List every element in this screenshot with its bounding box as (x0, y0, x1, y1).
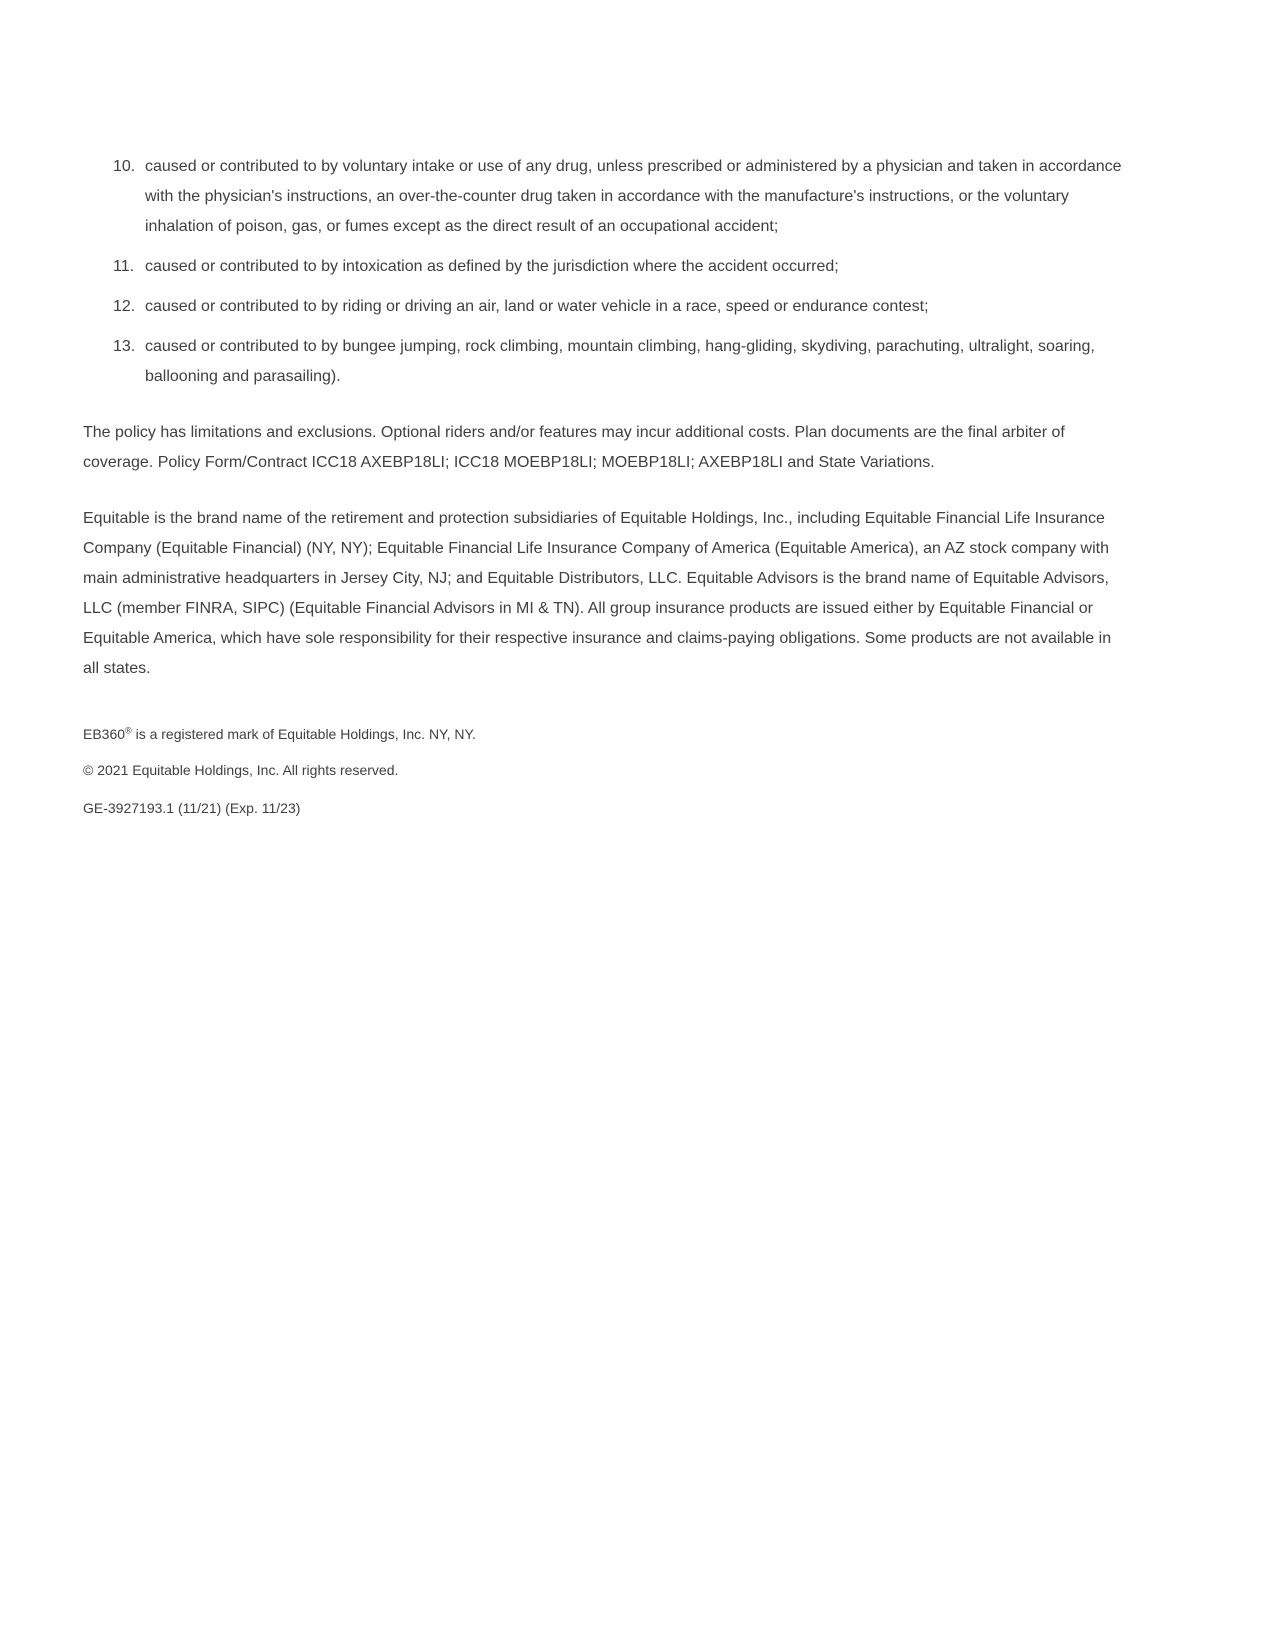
brand-disclosure-paragraph: Equitable is the brand name of the retirement and protection subsidiaries of Equitable Holdings, Inc., including Equitable Financial Life Insurance Company (Equitable Financial) (NY, NY); Equitable Financial Life Insurance Company of America (Equitable America), an AZ stock company with main administrative headquarters in Jersey City, NJ; and Equitable Distributors, LLC. Equitable Advisors is the brand name of Equitable Advisors, LLC (member FINRA, SIPC) (Equitable Financial Advisors in MI & TN). All group insurance products are issued either by Equitable Financial or Equitable America, which have sole responsibility for their respective insurance and claims-paying obligations. Some products are not available in all states. (83, 510, 1112, 677)
list-item-text: caused or contributed to by bungee jumping, rock climbing, mountain climbing, hang-gliding, skydiving, parachuting, ultralight, soaring, ballooning and parasailing). (145, 338, 1095, 385)
exclusions-list (83, 152, 1123, 392)
list-item-number: 11. (113, 258, 135, 275)
limitations-paragraph: The policy has limitations and exclusions. Optional riders and/or features may incur additional costs. Plan documents are the final arbiter of coverage. Policy Form/Contract ICC18 AXEBP18LI; ICC18 MOEBP18LI; MOEBP18LI; AXEBP18LI and State Variations. (83, 424, 1065, 471)
list-item-text: caused or contributed to by riding or driving an air, land or water vehicle in a race, speed or endurance contest; (145, 298, 929, 315)
document-content (83, 152, 1123, 818)
list-item-text: caused or contributed to by voluntary intake or use of any drug, unless prescribed or administered by a physician and taken in accordance with the physician's instructions, an over-the-counter drug taken in accordance with the manufacture's instructions, or the voluntary inhalation of poison, gas, or fumes except as the direct result of an occupational accident; (145, 158, 1122, 235)
exclusion-item-13 (83, 332, 1123, 392)
copyright-line: © 2021 Equitable Holdings, Inc. All rights reserved. (83, 762, 399, 778)
list-item-number: 10. (113, 158, 136, 175)
exclusion-item-10 (83, 152, 1123, 242)
trademark-name: EB360 (83, 726, 126, 742)
form-number-line: GE-3927193.1 (11/21) (Exp. 11/23) (83, 800, 301, 816)
list-item-number: 12. (113, 298, 136, 315)
registered-mark-icon: ® (125, 725, 132, 736)
exclusion-item-11 (83, 252, 1123, 282)
list-item-number: 13. (113, 338, 136, 355)
list-item-text: caused or contributed to by intoxication as defined by the jurisdiction where the accident occurred; (145, 258, 839, 275)
trademark-text: is a registered mark of Equitable Holdings, Inc. NY, NY. (131, 726, 476, 742)
exclusion-item-12 (83, 292, 1123, 322)
trademark-line (83, 724, 1123, 744)
